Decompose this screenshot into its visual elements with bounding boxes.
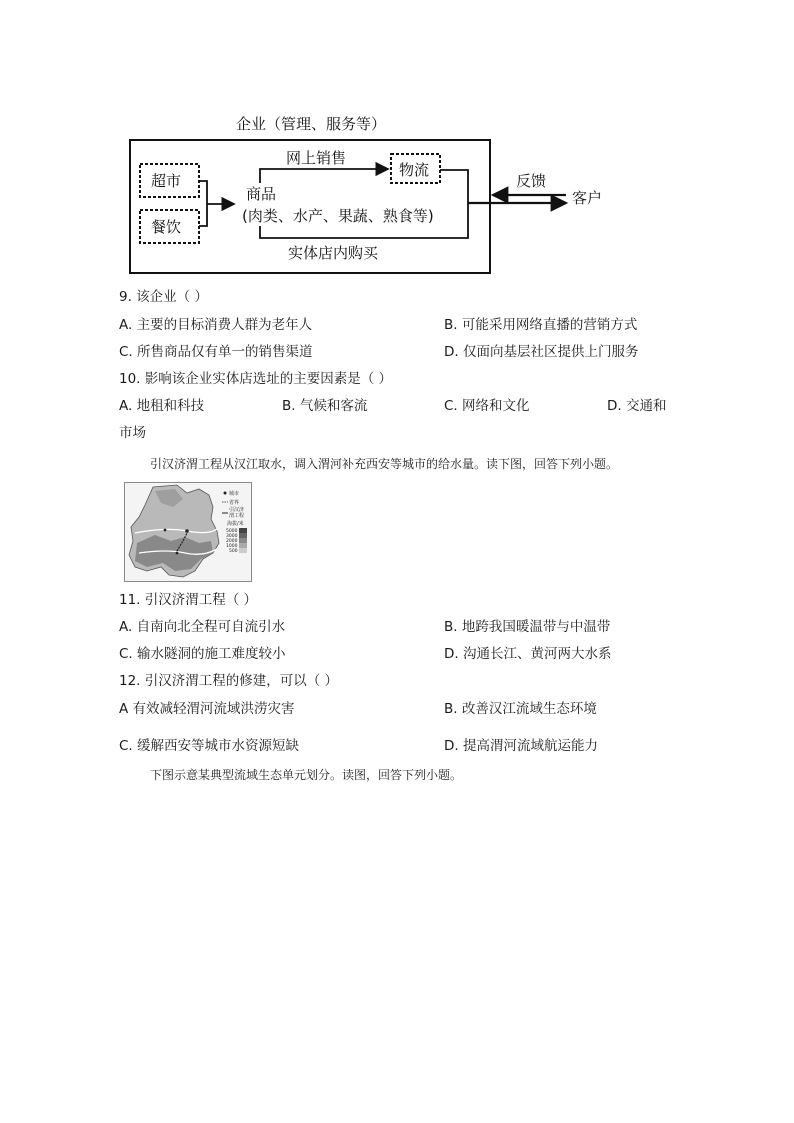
diagram-title: 企业（管理、服务等） (236, 115, 387, 133)
legend-city: 城市 (229, 491, 240, 497)
legend-elevation: 海拔/米 (227, 521, 244, 527)
city-marker (164, 529, 167, 532)
intro-watershed: 下图示意某典型流域生态单元划分。读图，回答下列小题。 (150, 768, 463, 782)
q9-stem: 9. 该企业（ ） (119, 289, 208, 305)
legend-project-1: 引汉济 (229, 507, 245, 513)
q11-option-a[interactable]: A. 自南向北全程可自流引水 (119, 619, 286, 635)
elev-swatch (239, 543, 247, 548)
q10-option-d[interactable]: D. 交通和 (607, 398, 667, 414)
elev-swatch (239, 528, 247, 533)
elev-swatch (239, 533, 247, 538)
elev-swatch (239, 548, 247, 553)
elev-tick: 5000 (226, 529, 238, 534)
q11-option-d[interactable]: D. 沟通长江、黄河两大水系 (444, 646, 612, 662)
supermarket-label: 超市 (151, 172, 182, 190)
elev-tick: 2000 (226, 539, 238, 544)
logistics-path (440, 170, 468, 201)
legend-project-2: 渭工程 (229, 513, 245, 519)
elev-swatch (239, 538, 247, 543)
goods-detail: (肉类、水产、果蔬、熟食等) (242, 207, 434, 225)
q9-option-b[interactable]: B. 可能采用网络直播的营销方式 (444, 317, 638, 333)
q10-option-b[interactable]: B. 气候和客流 (282, 398, 368, 414)
legend-boundary: 省界 (229, 500, 240, 506)
catering-label: 餐饮 (151, 218, 182, 236)
goods-label: 商品 (246, 185, 277, 203)
city-legend-icon (224, 492, 227, 495)
q10-stem: 10. 影响该企业实体店选址的主要因素是（ ） (119, 371, 393, 387)
city-marker (176, 552, 179, 555)
elev-tick: 500 (229, 549, 238, 554)
q10-option-a[interactable]: A. 地租和科技 (119, 398, 205, 414)
q11-option-b[interactable]: B. 地跨我国暖温带与中温带 (444, 619, 611, 635)
q11-option-c[interactable]: C. 输水隧洞的施工难度较小 (119, 646, 286, 662)
elev-tick: 3000 (226, 534, 238, 539)
q12-option-a[interactable]: A 有效减轻渭河流域洪涝灾害 (119, 701, 295, 717)
q12-option-b[interactable]: B. 改善汉江流域生态环境 (444, 701, 597, 717)
customer-label: 客户 (572, 189, 603, 207)
intro-hanjiweiwei: 引汉济渭工程从汉江取水，调入渭河补充西安等城市的给水量。读下图，回答下列小题。 (150, 457, 619, 471)
q12-option-c[interactable]: C. 缓解西安等城市水资源短缺 (119, 738, 300, 754)
q10-option-d-cont: 市场 (119, 425, 146, 441)
online-path (260, 169, 388, 183)
q11-stem: 11. 引汉济渭工程（ ） (119, 592, 258, 608)
q12-option-d[interactable]: D. 提高渭河流域航运能力 (444, 738, 598, 754)
feedback-label: 反馈 (516, 172, 547, 190)
q12-stem: 12. 引汉济渭工程的修建，可以（ ） (119, 673, 339, 689)
online-label: 网上销售 (286, 149, 347, 167)
enterprise-diagram (118, 108, 618, 280)
offline-label: 实体店内购买 (288, 244, 379, 262)
city-marker (185, 529, 189, 533)
elev-tick: 1000 (226, 544, 238, 549)
merge-bracket (199, 181, 207, 226)
hanjiang-weihe-map (124, 482, 252, 582)
q9-option-c[interactable]: C. 所售商品仅有单一的销售渠道 (119, 344, 313, 360)
q9-option-a[interactable]: A. 主要的目标消费人群为老年人 (119, 317, 313, 333)
q10-option-c[interactable]: C. 网络和文化 (444, 398, 530, 414)
logistics-label: 物流 (399, 161, 430, 179)
q9-option-d[interactable]: D. 仅面向基层社区提供上门服务 (444, 344, 639, 360)
